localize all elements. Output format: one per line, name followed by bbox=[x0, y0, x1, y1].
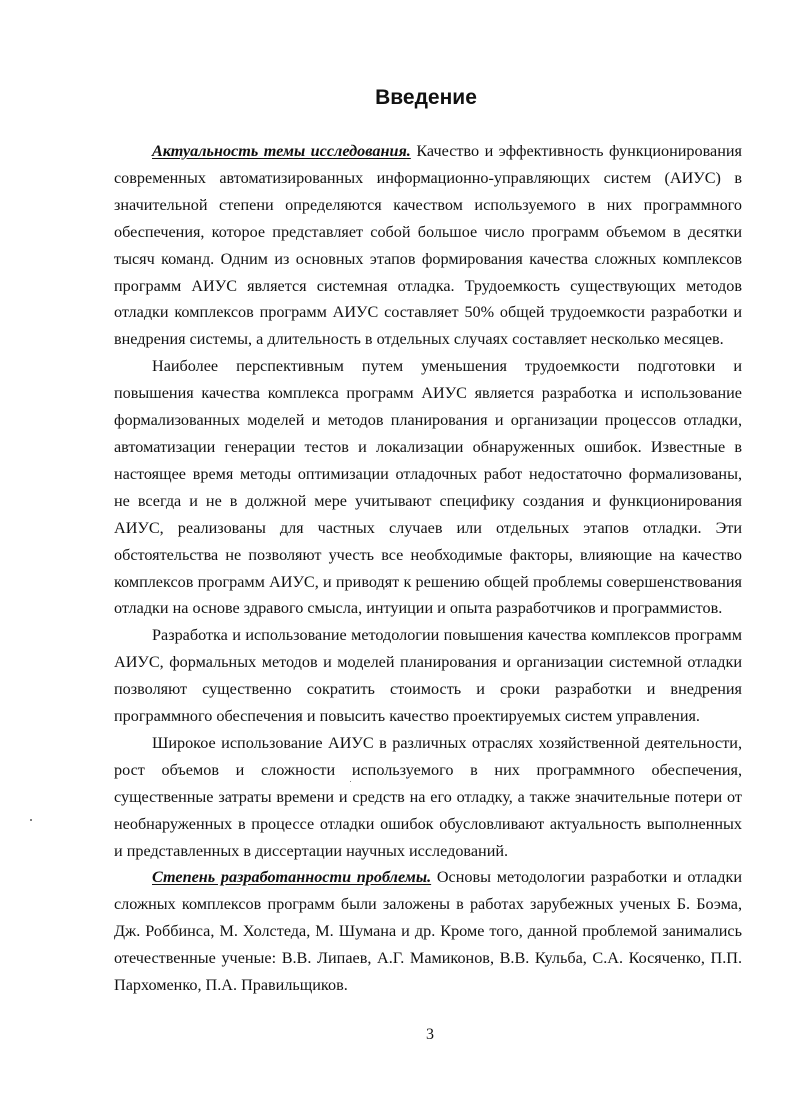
paragraph-text: Широкое использование АИУС в различных отраслях хозяйственной деятельности, рост объемов и сложности используемого в них программного обеспечения, существенные затраты времени и средств на его отладку, а также значительные потери от необнаруженных в процессе отладки ошибок обусловливают актуальность выполненных и представленных в диссертации научных исследований. bbox=[114, 733, 742, 860]
scan-speck bbox=[30, 819, 32, 821]
paragraph-usage bbox=[114, 730, 742, 865]
paragraph-text: Основы методологии разработки и отладки сложных комплексов программ были заложены в работах зарубежных ученых Б. Боэма, Дж. Роббинса, М. Холстеда, М. Шумана и др. Кроме того, данной проблемой занимались отечественные ученые: В.В. Липаев, А.Г. Мамиконов, В.В. Кульба, С.А. Косяченко, П.П. Пархоменко, П.А. Правильщиков. bbox=[114, 868, 742, 995]
paragraph-development-degree bbox=[114, 864, 742, 999]
page-number: 3 bbox=[426, 1026, 434, 1043]
scan-speck bbox=[350, 781, 351, 782]
paragraph-relevance bbox=[114, 138, 742, 353]
page-title: Введение bbox=[375, 86, 477, 109]
paragraph-text: Качество и эффективность функционирования современных автоматизированных информационно-управляющих систем (АИУС) в значительной степени определяются качеством используемого в них программного обеспечения, которое представляет собой большое число программ объемом в десятки тысяч команд. Одним из основных этапов формирования качества сложных комплексов программ АИУС является системная отладка. Трудоемкость существующих методов отладки комплексов программ АИУС составляет 50% общей трудоемкости разработки и внедрения системы, а длительность в отдельных случаях составляет несколько месяцев. bbox=[114, 142, 742, 349]
paragraph-text: Разработка и использование методологии повышения качества комплексов программ АИУС, формальных методов и моделей планирования и организации системной отладки позволяют существенно сократить стоимость и сроки разработки и внедрения программного обеспечения и повысить качество проектируемых систем управления. bbox=[114, 626, 742, 726]
paragraph-approach bbox=[114, 353, 742, 622]
section-heading-relevance: Актуальность темы исследования. bbox=[152, 142, 411, 160]
paragraph-methodology bbox=[114, 622, 742, 730]
section-heading-development-degree: Степень разработанности проблемы. bbox=[152, 868, 432, 887]
paragraph-text: Наиболее перспективным путем уменьшения трудоемкости подготовки и повышения качества комплекса программ АИУС является разработка и использование формализованных моделей и методов планирования и организации процессов отладки, автоматизации генерации тестов и локализации обнаруженных ошибок. Известные в настоящее время методы оптимизации отладочных работ недостаточно формализованы, не всегда и не в должной мере учитывают специфику создания и функционирования АИУС, реализованы для частных случаев или отдельных этапов отладки. Эти обстоятельства не позволяют учесть все необходимые факторы, влияющие на качество комплексов программ АИУС, и приводят к решению общей проблемы совершенствования отладки на основе здравого смысла, интуиции и опыта разработчиков и программистов. bbox=[114, 357, 742, 618]
document-body bbox=[114, 138, 742, 999]
